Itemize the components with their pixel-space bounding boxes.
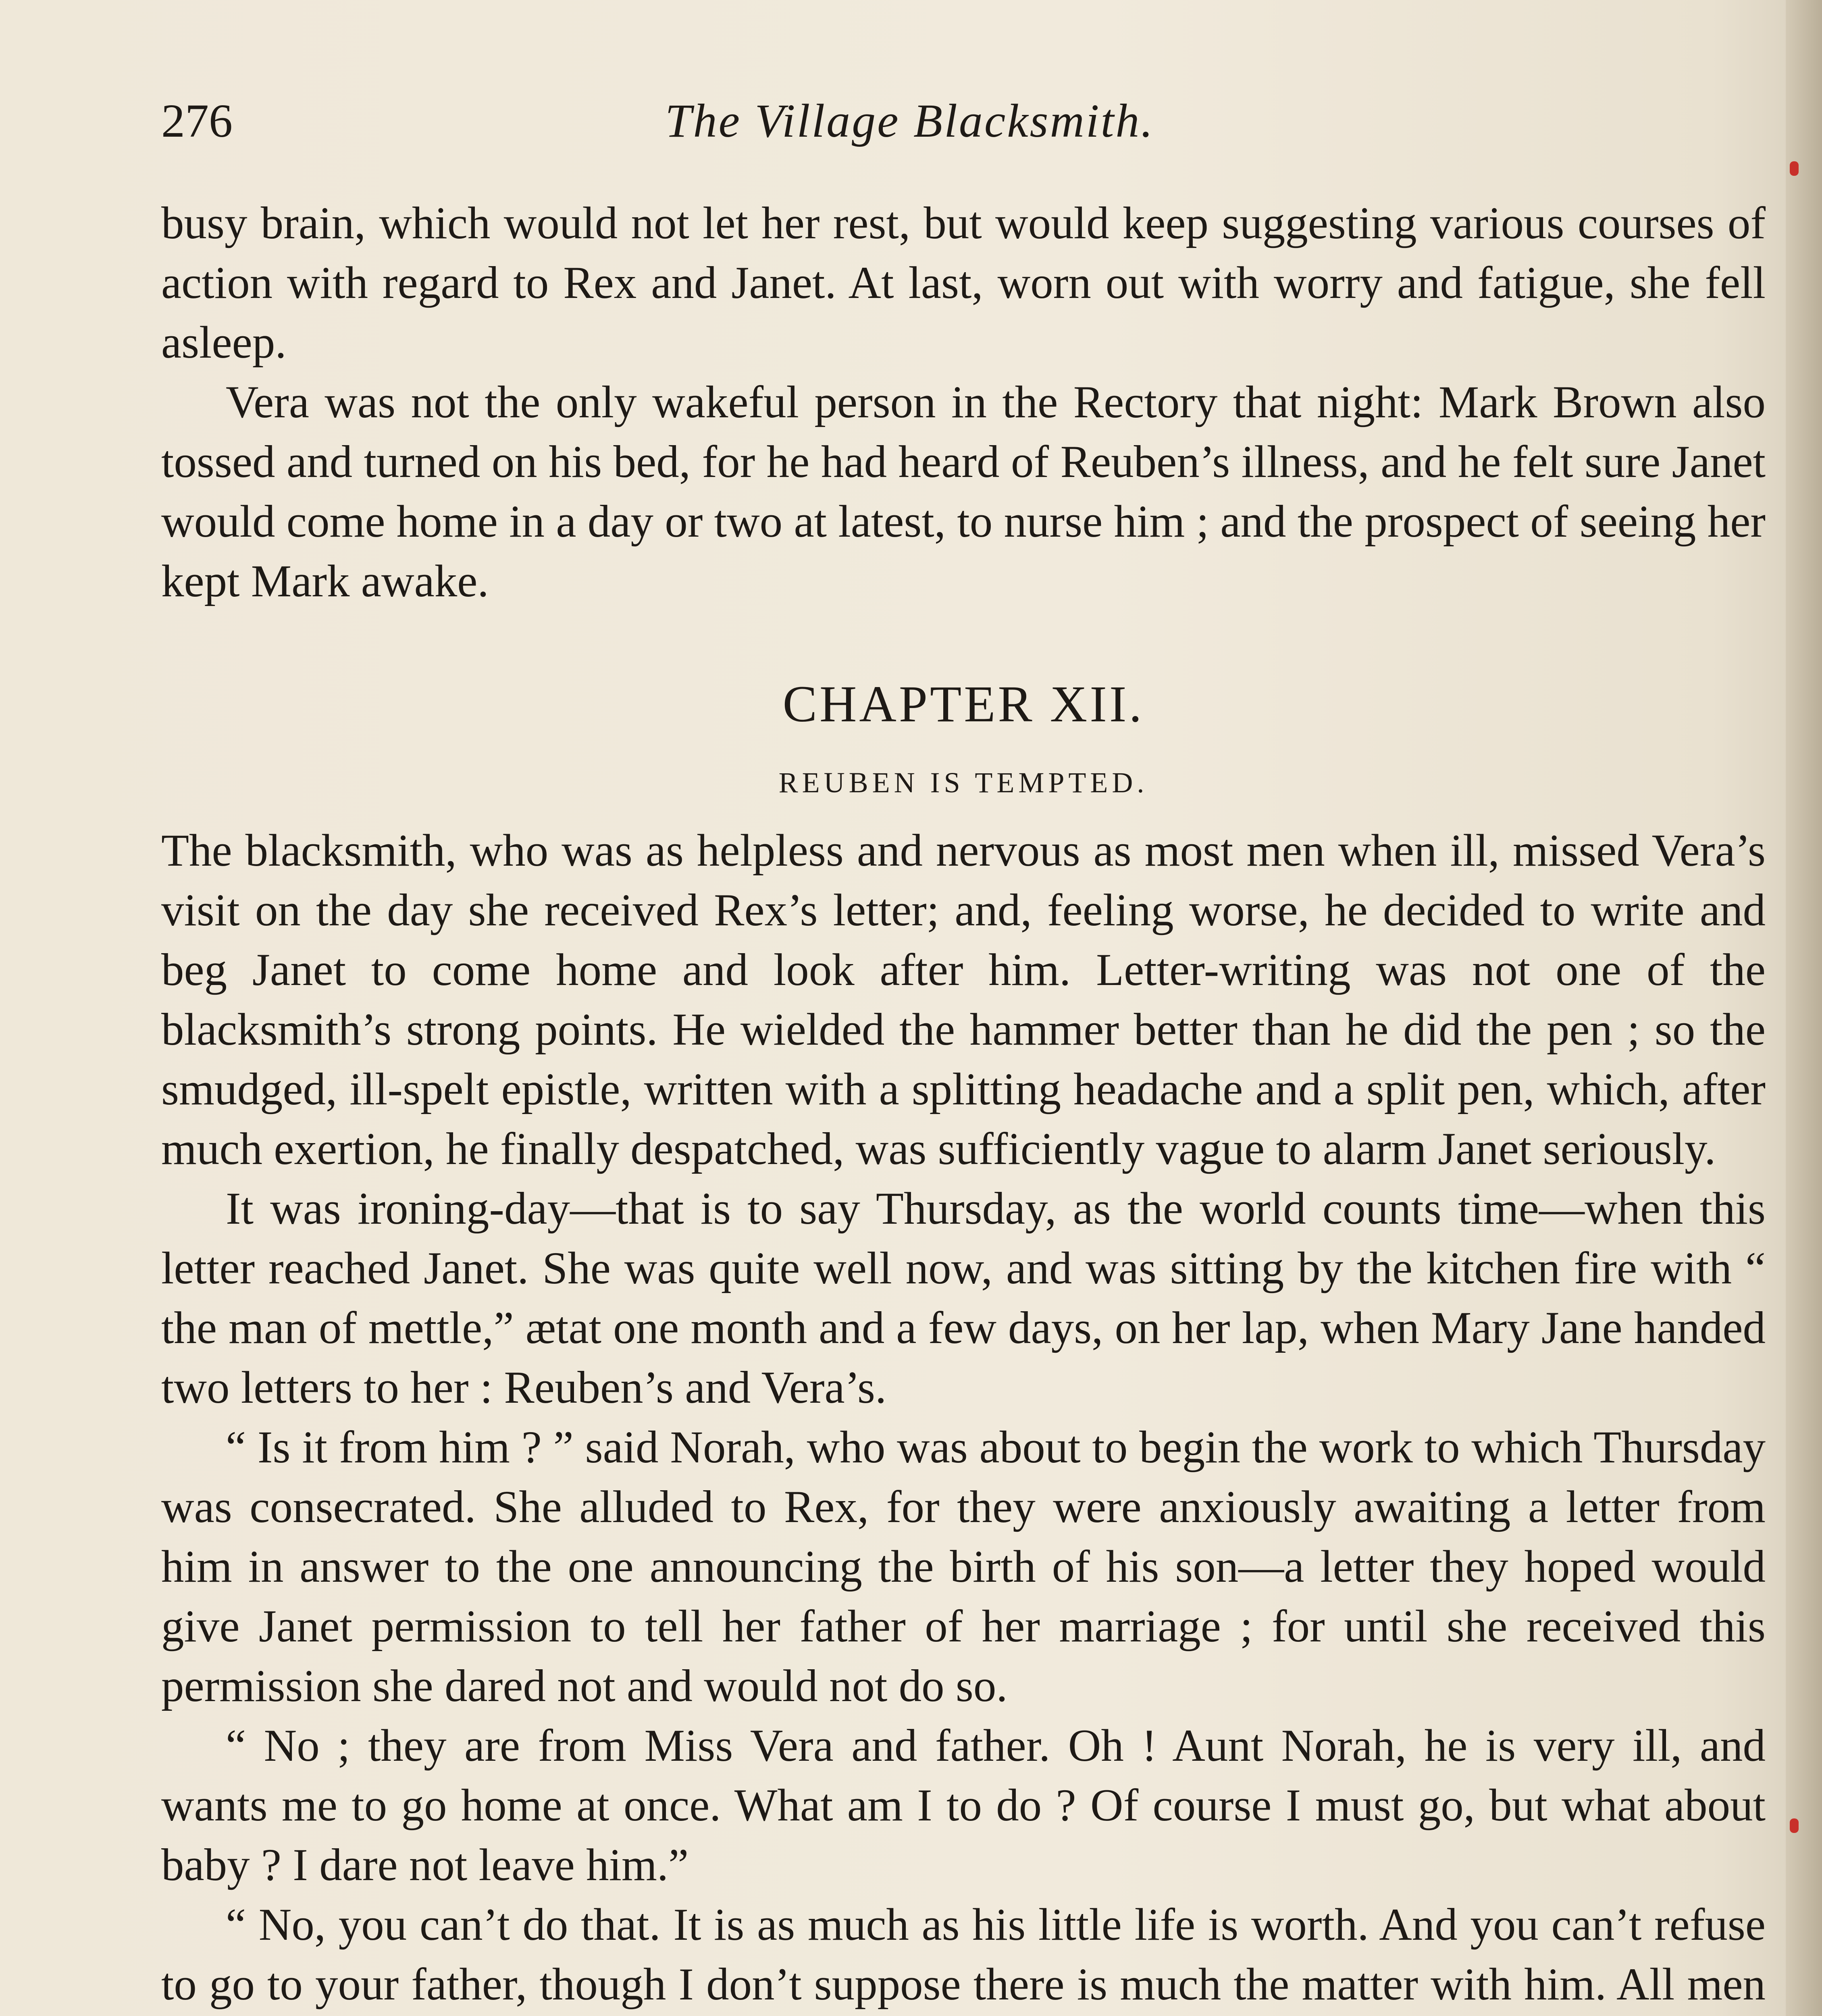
paragraph: It was ironing-day—that is to say Thursday, as the world counts time—when this letter reached Janet. She was quite well now, and was sitting by the kitchen fire with “ the man of mettle,” ætat one month and a few days, on her lap, when Mary Jane handed two letters to her : Reuben’s and Vera’s. [161,1183,1766,1413]
chapter-subtitle: REUBEN IS TEMPTED. [778,766,1148,799]
paragraph: “ Is it from him ? ” said Norah, who was about to begin the work to which Thursday was consecrated. She alluded to Rex, for they were anxiously awaiting a letter from him in answer to the one announcing the birth of his son—a letter they hoped would give Janet permission to tell her father of her marriage ; for until she received this permission she dared not and would not do so. [161,1422,1766,1711]
running-title: The Village Blacksmith. [665,94,1154,147]
page-number: 276 [161,94,233,147]
margin-mark [1790,1818,1799,1833]
page-gutter [1786,0,1822,2016]
chapter-title: CHAPTER XII. [782,675,1144,733]
paragraph: “ No, you can’t do that. It is as much as his little life is worth. And you can’t refuse to go to your father, though I don’t suppose there is much the matter with him. All men [161,1899,1766,2010]
paragraph: Vera was not the only wakeful person in the Rectory that night: Mark Brown also tossed and turned on his bed, for he had heard of Reuben’s illness, and he felt sure Janet would come home in a day or two at latest, to nurse him ; and the prospect of seeing her kept Mark awake. [161,377,1766,606]
page-header [161,87,1774,155]
body-text [161,194,1766,2016]
margin-mark [1790,161,1799,176]
paragraph: “ No ; they are from Miss Vera and father. Oh ! Aunt Norah, he is very ill, and wants me to go home at once. What am I to do ? Of course I must go, but what about baby ? I dare not leave him.” [161,1720,1766,1890]
paragraph: busy brain, which would not let her rest, but would keep suggesting various courses of action with regard to Rex and Janet. At last, worn out with worry and fatigue, she fell asleep. [161,198,1766,368]
paragraph: The blacksmith, who was as helpless and nervous as most men when ill, missed Vera’s visit on the day she received Rex’s letter; and, feeling worse, he decided to write and beg Janet to come home and look after him. Letter-writing was not one of the blacksmith’s strong points. He wielded the hammer better than he did the pen ; so the smudged, ill-spelt epistle, written with a splitting headache and a split pen, which, after much exertion, he finally despatched, was sufficiently vague to alarm Janet seriously. [161,825,1766,1174]
